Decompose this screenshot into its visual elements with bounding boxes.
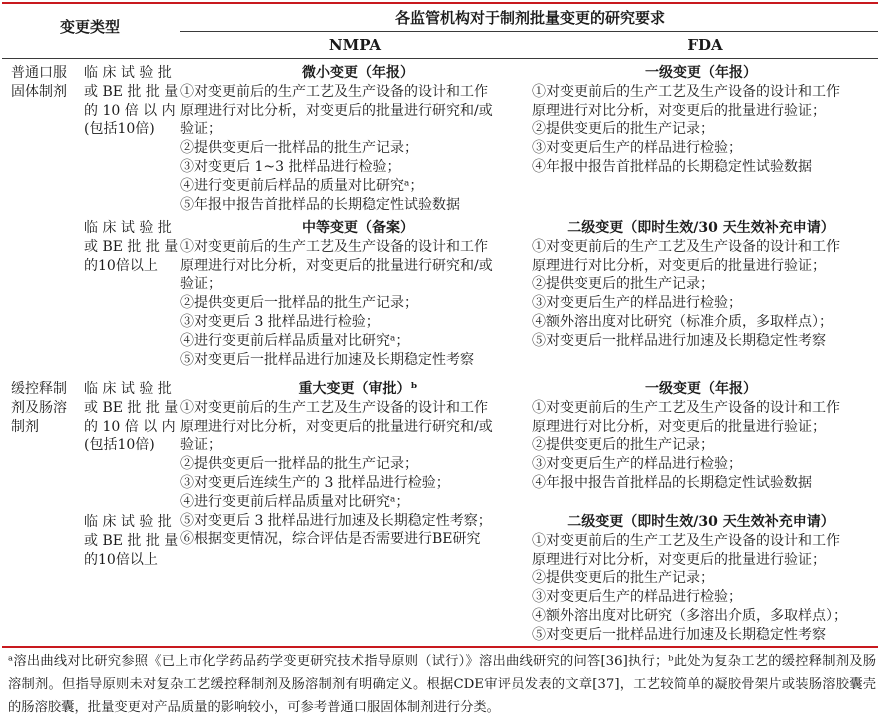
nmpa-requirement-line: ②提供变更后一批样品的批生产记录；	[180, 456, 418, 473]
nmpa-requirement-line: ⑤对变更后一批样品进行加速及长期稳定性考察	[180, 351, 474, 368]
fda-requirement-line: ①对变更前后的生产工艺及生产设备的设计和工作	[532, 532, 840, 549]
fda-requirement-line: ②提供变更后的批生产记录；	[532, 121, 714, 138]
fda-requirement-line: ①对变更前后的生产工艺及生产设备的设计和工作	[532, 399, 840, 416]
header-fda: FDA	[687, 36, 723, 54]
table-bottom-rule	[2, 646, 878, 648]
fda-requirement-line: ④年报中报告首批样品的长期稳定性试验数据	[532, 159, 812, 175]
scope-label-line: 或 BE 批 批 量	[84, 238, 179, 255]
scope-label-line: 的10倍以上	[84, 551, 158, 568]
nmpa-requirement-line: 验证；	[180, 276, 222, 293]
scope-label-line: 临 床 试 验 批	[84, 220, 172, 236]
nmpa-requirement-line: ①对变更前后的生产工艺及生产设备的设计和工作	[180, 399, 488, 416]
nmpa-requirement-line: ③对变更后 3 批样品进行检验；	[180, 314, 380, 330]
fda-requirement-line: 原理进行对比分析，对变更后的批量进行验证；	[532, 418, 826, 435]
nmpa-requirement-line: ③对变更后 1~3 批样品进行检验；	[180, 159, 401, 175]
table-footnote	[8, 650, 876, 719]
nmpa-change-level-title: 中等变更（备案）	[302, 220, 414, 236]
fda-requirement-line: ⑤对变更后一批样品进行加速及长期稳定性考察	[532, 626, 826, 643]
nmpa-requirement-line: 验证；	[180, 437, 222, 454]
nmpa-requirement-line: ①对变更前后的生产工艺及生产设备的设计和工作	[180, 238, 488, 255]
nmpa-requirement-line: ⑤年报中报告首批样品的长期稳定性试验数据	[180, 196, 460, 213]
fda-change-level-title: 一级变更（年报）	[645, 381, 757, 397]
nmpa-requirement-line: ⑤对变更后 3 批样品进行加速及长期稳定性考察；	[180, 512, 492, 529]
nmpa-requirement-line: ①对变更前后的生产工艺及生产设备的设计和工作	[180, 83, 488, 100]
scope-label-line: 的 10 倍 以 内	[84, 418, 176, 435]
fda-change-level-title: 二级变更（即时生效/30 天生效补充申请）	[567, 514, 835, 530]
nmpa-requirement-line: ⑥根据变更情况，综合评估是否需要进行BE研究	[180, 531, 481, 548]
fda-requirement-line: ③对变更后生产的样品进行检验；	[532, 589, 742, 606]
fda-requirement-line: ③对变更后生产的样品进行检验；	[532, 456, 742, 473]
group-label-line: 固体制剂	[11, 83, 67, 100]
scope-label-line: 临 床 试 验 批	[84, 514, 172, 530]
nmpa-requirement-line: 原理进行对比分析，对变更后的批量进行研究和/或	[180, 102, 493, 119]
fda-requirement-line: ④额外溶出度对比研究（多溶出介质，多取样点）；	[532, 608, 847, 624]
group-label-line: 剂及肠溶	[11, 399, 67, 416]
nmpa-requirement-line: 验证；	[180, 121, 222, 138]
table-top-rule	[2, 2, 878, 4]
scope-label-line: 或 BE 批 批 量	[84, 532, 179, 549]
fda-requirement-line: 原理进行对比分析，对变更后的批量进行验证；	[532, 102, 826, 119]
nmpa-requirement-line: 原理进行对比分析，对变更后的批量进行研究和/或	[180, 418, 493, 435]
fda-change-level-title: 一级变更（年报）	[645, 65, 757, 81]
scope-label-line: 或 BE 批 批 量	[84, 399, 179, 416]
scope-label-line: 的10倍以上	[84, 257, 158, 274]
fda-requirement-line: ②提供变更后的批生产记录；	[532, 276, 714, 293]
fda-requirement-line: ①对变更前后的生产工艺及生产设备的设计和工作	[532, 83, 840, 100]
scope-label-line: (包括10倍)	[84, 121, 155, 138]
scope-label-line: 或 BE 批 批 量	[84, 83, 179, 100]
scope-label-line: 的 10 倍 以 内	[84, 102, 176, 119]
fda-requirement-line: 原理进行对比分析，对变更后的批量进行验证；	[532, 551, 826, 568]
footnote-text: ᵃ溶出曲线对比研究参照《已上市化学药品药学变更研究技术指导原则（试行）》溶出曲线研究的问答[36]执行；ᵇ此处为复杂工艺的缓控释制剂及肠溶制剂。但指导原则未对复杂工艺缓控释制剂及肠溶制剂有明确定义。根据CDE审评员发表的文章[37]，工艺较简单的凝胶骨架片或装肠溶胶囊壳的肠溶胶囊，批量变更对产品质量的影响较小，可参考普通口服固体制剂进行分类。	[8, 654, 876, 715]
fda-requirement-line: ⑤对变更后一批样品进行加速及长期稳定性考察	[532, 332, 826, 349]
nmpa-requirement-line: ④进行变更前后样品的质量对比研究ᵃ；	[180, 177, 424, 194]
group-label-line: 普通口服	[11, 65, 67, 81]
nmpa-requirement-line: ④进行变更前后样品质量对比研究ᵃ；	[180, 332, 410, 349]
fda-requirement-line: ①对变更前后的生产工艺及生产设备的设计和工作	[532, 238, 840, 255]
fda-requirement-line: ④年报中报告首批样品的长期稳定性试验数据	[532, 475, 812, 491]
nmpa-change-level-title: 微小变更（年报）	[302, 65, 414, 81]
header-change-type: 变更类型	[59, 18, 120, 36]
nmpa-requirement-line: ②提供变更后一批样品的批生产记录；	[180, 295, 418, 312]
scope-label-line: (包括10倍)	[84, 437, 155, 454]
header-nmpa: NMPA	[328, 36, 382, 54]
header-requirements: 各监管机构对于制剂批量变更的研究要求	[394, 9, 665, 27]
nmpa-change-level-title: 重大变更（审批）ᵇ	[298, 381, 418, 397]
fda-requirement-line: ③对变更后生产的样品进行检验；	[532, 295, 742, 312]
nmpa-requirement-line: 原理进行对比分析，对变更后的批量进行研究和/或	[180, 257, 493, 274]
nmpa-requirement-line: ④进行变更前后样品质量对比研究ᵃ；	[180, 493, 410, 510]
header-bottom-rule	[2, 58, 878, 59]
fda-requirement-line: ②提供变更后的批生产记录；	[532, 437, 714, 454]
scope-label-line: 临 床 试 验 批	[84, 65, 172, 81]
group-label-line: 缓控释制	[11, 381, 67, 397]
fda-requirement-line: ③对变更后生产的样品进行检验；	[532, 140, 742, 157]
fda-requirement-line: 原理进行对比分析，对变更后的批量进行验证；	[532, 257, 826, 274]
fda-change-level-title: 二级变更（即时生效/30 天生效补充申请）	[567, 220, 835, 236]
scope-label-line: 临 床 试 验 批	[84, 381, 172, 397]
fda-requirement-line: ②提供变更后的批生产记录；	[532, 570, 714, 587]
nmpa-requirement-line: ③对变更后连续生产的 3 批样品进行检验；	[180, 475, 450, 491]
group-label-line: 制剂	[11, 418, 39, 435]
header-divider	[180, 31, 878, 32]
fda-requirement-line: ④额外溶出度对比研究（标准介质，多取样点）；	[532, 314, 833, 330]
nmpa-requirement-line: ②提供变更后一批样品的批生产记录；	[180, 140, 418, 157]
